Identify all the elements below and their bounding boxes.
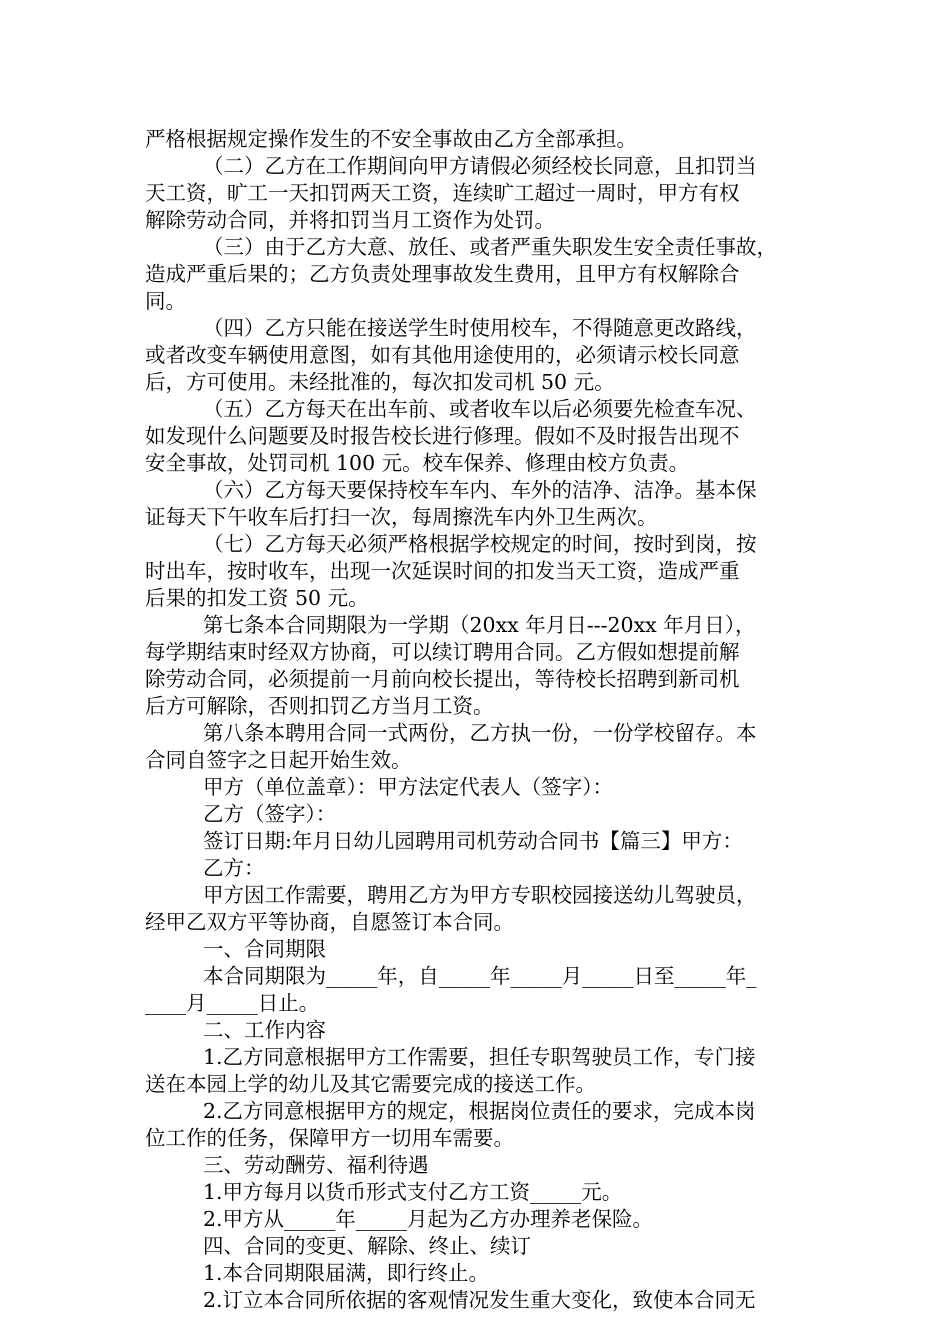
text-line: 三、劳动酬劳、福利待遇: [203, 1153, 429, 1177]
text-line: ____月_____日止。: [145, 991, 320, 1015]
text-line: 四、合同的变更、解除、终止、续订: [203, 1234, 531, 1258]
text-line: 一、合同期限: [203, 937, 326, 961]
text-line: 如发现什么问题要及时报告校长进行修理。假如不及时报告出现不: [145, 424, 740, 448]
text-line: 第八条本聘用合同一式两份，乙方执一份，一份学校留存。本: [203, 721, 757, 745]
text-line: （三）由于乙方大意、放任、或者严重失职发生安全责任事故，: [203, 235, 777, 259]
text-line: 时出车，按时收车，出现一次延误时间的扣发当天工资，造成严重: [145, 559, 740, 583]
text-line: 1.乙方同意根据甲方工作需要，担任专职驾驶员工作，专门接: [203, 1045, 756, 1069]
text-line: 除劳动合同，必须提前一月前向校长提出，等待校长招聘到新司机: [145, 667, 740, 691]
text-line: （七）乙方每天必须严格根据学校规定的时间，按时到岗，按: [203, 532, 757, 556]
text-line: 同。: [145, 289, 186, 313]
text-line: 天工资，旷工一天扣罚两天工资，连续旷工超过一周时，甲方有权: [145, 181, 740, 205]
text-line: （四）乙方只能在接送学生时使用校车，不得随意更改路线，: [203, 316, 757, 340]
text-line: 2.订立本合同所依据的客观情况发生重大变化，致使本合同无: [203, 1288, 756, 1312]
text-line: 或者改变车辆使用意图，如有其他用途使用的，必须请示校长同意: [145, 343, 740, 367]
text-line: 2.乙方同意根据甲方的规定，根据岗位责任的要求，完成本岗: [203, 1099, 756, 1123]
text-line: 二、工作内容: [203, 1018, 326, 1042]
text-line: 位工作的任务，保障甲方一切用车需要。: [145, 1126, 514, 1150]
text-line: 严格根据规定操作发生的不安全事故由乙方全部承担。: [145, 127, 637, 151]
text-line: 1.本合同期限届满，即行终止。: [203, 1261, 490, 1285]
text-line: 经甲乙双方平等协商，自愿签订本合同。: [145, 910, 514, 934]
text-line: 安全事故，处罚司机 100 元。校车保养、修理由校方负责。: [145, 451, 690, 475]
text-line: 造成严重后果的；乙方负责处理事故发生费用，且甲方有权解除合: [145, 262, 740, 286]
text-line: 2.甲方从_____年_____月起为乙方办理养老保险。: [203, 1207, 654, 1231]
text-line: 第七条本合同期限为一学期（20xx 年月日---20xx 年月日），: [203, 613, 756, 637]
text-line: 每学期结束时经双方协商，可以续订聘用合同。乙方假如想提前解: [145, 640, 740, 664]
text-line: 1.甲方每月以货币形式支付乙方工资_____元。: [203, 1180, 623, 1204]
document-body: [145, 126, 813, 1314]
text-line: 甲方因工作需要，聘用乙方为甲方专职校园接送幼儿驾驶员，: [203, 883, 757, 907]
text-line: 合同自签字之日起开始生效。: [145, 748, 412, 772]
text-line: 签订日期:年月日幼儿园聘用司机劳动合同书【篇三】甲方：: [203, 829, 743, 853]
text-line: （二）乙方在工作期间向甲方请假必须经校长同意，且扣罚当: [203, 154, 757, 178]
text-line: 解除劳动合同，并将扣罚当月工资作为处罚。: [145, 208, 555, 232]
text-line: 后，方可使用。未经批准的，每次扣发司机 50 元。: [145, 370, 615, 394]
text-line: 甲方（单位盖章）：甲方法定代表人（签字）：: [203, 775, 613, 799]
text-line: 乙方：: [203, 856, 265, 880]
text-line: 本合同期限为_____年，自_____年_____月_____日至_____年_: [203, 964, 757, 988]
text-line: 后果的扣发工资 50 元。: [145, 586, 369, 610]
text-line: （六）乙方每天要保持校车车内、车外的洁净、洁净。基本保: [203, 478, 757, 502]
text-line: 乙方（签字）：: [203, 802, 337, 826]
text-line: 后方可解除，否则扣罚乙方当月工资。: [145, 694, 494, 718]
text-line: （五）乙方每天在出车前、或者收车以后必须要先检查车况、: [203, 397, 757, 421]
text-line: 送在本园上学的幼儿及其它需要完成的接送工作。: [145, 1072, 596, 1096]
text-line: 证每天下午收车后打扫一次，每周擦洗车内外卫生两次。: [145, 505, 658, 529]
